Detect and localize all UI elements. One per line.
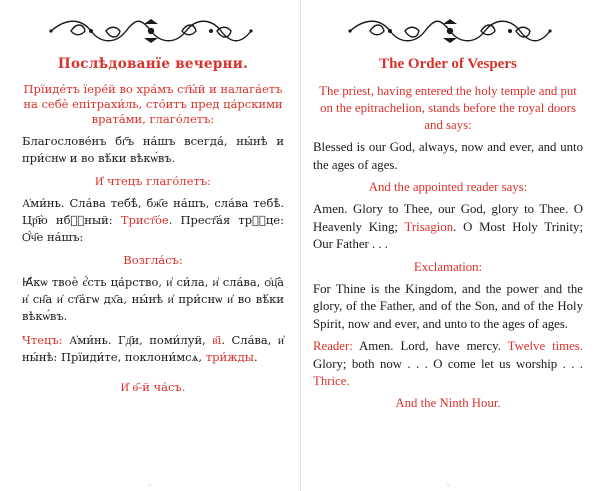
right-content [313,52,583,411]
floral-ornament-icon [345,18,555,44]
reader-response [313,338,583,391]
reader-line-end: . [253,350,258,364]
exclamation-text: Ꙗ҆́кѡ твоѐ є҆́сть ца́рство, и҆ си́ла, и҆ сла́ва, ѻ҆ц҃а̀ и҆ сн҃а и҆ ст҃а́гѡ дх҃а, ны́нѣ и҆ при́снѡ и҆ во вѣ́ки вѣкѡ́въ. [22,275,284,323]
thrice-label: три́жды [205,350,254,364]
blessing-text: Благослове́нъ бг҃ъ на́шъ всегда́, ны́нѣ и при́снѡ и во вѣ́ки вѣкѡ́въ. [22,134,284,165]
reader-text-part2: . O Most Holy Trinity; Our Father . . . [313,219,583,251]
reader-line-part1: А҆ми́нь. Гд҃и, поми́луй, [62,333,213,347]
reader-text-part1: Amen. Glory to Thee, our God, glory to Thee. O Heavenly King; [313,202,583,234]
closing-rubric: И҆ ѳ҃-й ча́съ. [120,380,186,394]
page-mark-icon: ᵛ [447,482,450,491]
reader-response [22,332,284,366]
right-page [300,0,600,491]
left-content [22,52,284,394]
reader-text-part1: А҆ми́нь. Сла́ва тебѣ̀, бж҃е на́шъ, сла́ва тебѣ̀. Цр҃ю̀ нбⷭ҇ный: [22,196,284,227]
reader-prayers [313,201,583,254]
reader-prayers [22,195,284,246]
rubric-reader: And the appointed reader says: [368,180,528,194]
page-title: Послѣдованїе вечерни. [57,56,249,72]
reader-label: Reader: [313,339,353,353]
exclamation-label: Exclamation: [413,259,483,274]
trisagion-label: Трист҃о́е [120,213,169,227]
reader-label: Чтецъ: [22,333,63,347]
reader-line-part1: Amen. Lord, have mercy. [352,339,508,353]
reader-line-part2: Glory; both now . . . O come let us worship . . . [313,356,583,371]
rubric-reader: И҆ чтецъ глаго́летъ: [95,174,211,188]
exclamation-text: For Thine is the Kingdom, and the power and the glory, of the Father, and of the Son, and of the Holy Spirit, now and ever, and unto to the ages of ages. [313,281,583,331]
trisagion-label: Trisagion [404,219,454,234]
closing-rubric: And the Ninth Hour. [395,395,501,410]
exclamation-label: Возгла́съ: [123,253,183,267]
rubric-priest: The priest, having entered the holy temple and put on the epitrachelion, stands before the royal doors and says: [319,84,577,132]
blessing-text: Blessed is our God, always, now and ever, and unto the ages of ages. [313,140,583,172]
twelve-times-label: в҃і [212,333,222,347]
rubric-priest: Прїиде́тъ їере́й во хра́мъ ст҃ы́й и налага́етъ на себѐ епітрахи́ль, сто́итъ пред ца́рскими врата́ми, глаго́летъ: [23,82,283,126]
floral-ornament-icon [46,18,256,44]
reader-line-part2: . Сла́ва, и҆ ны́нѣ: Прїиди́те, поклони́мсѧ, [22,333,284,364]
page-title: The Order of Vespers [379,56,517,72]
twelve-times-label: Twelve times. [507,339,583,353]
reader-text-part2: . Прест҃а́я трⷪ҇це: Ѻ҆́ч҃е на́шъ: [22,213,284,244]
thrice-label: Thrice. [313,374,350,388]
page-mark-icon: ᵛ [148,482,151,491]
